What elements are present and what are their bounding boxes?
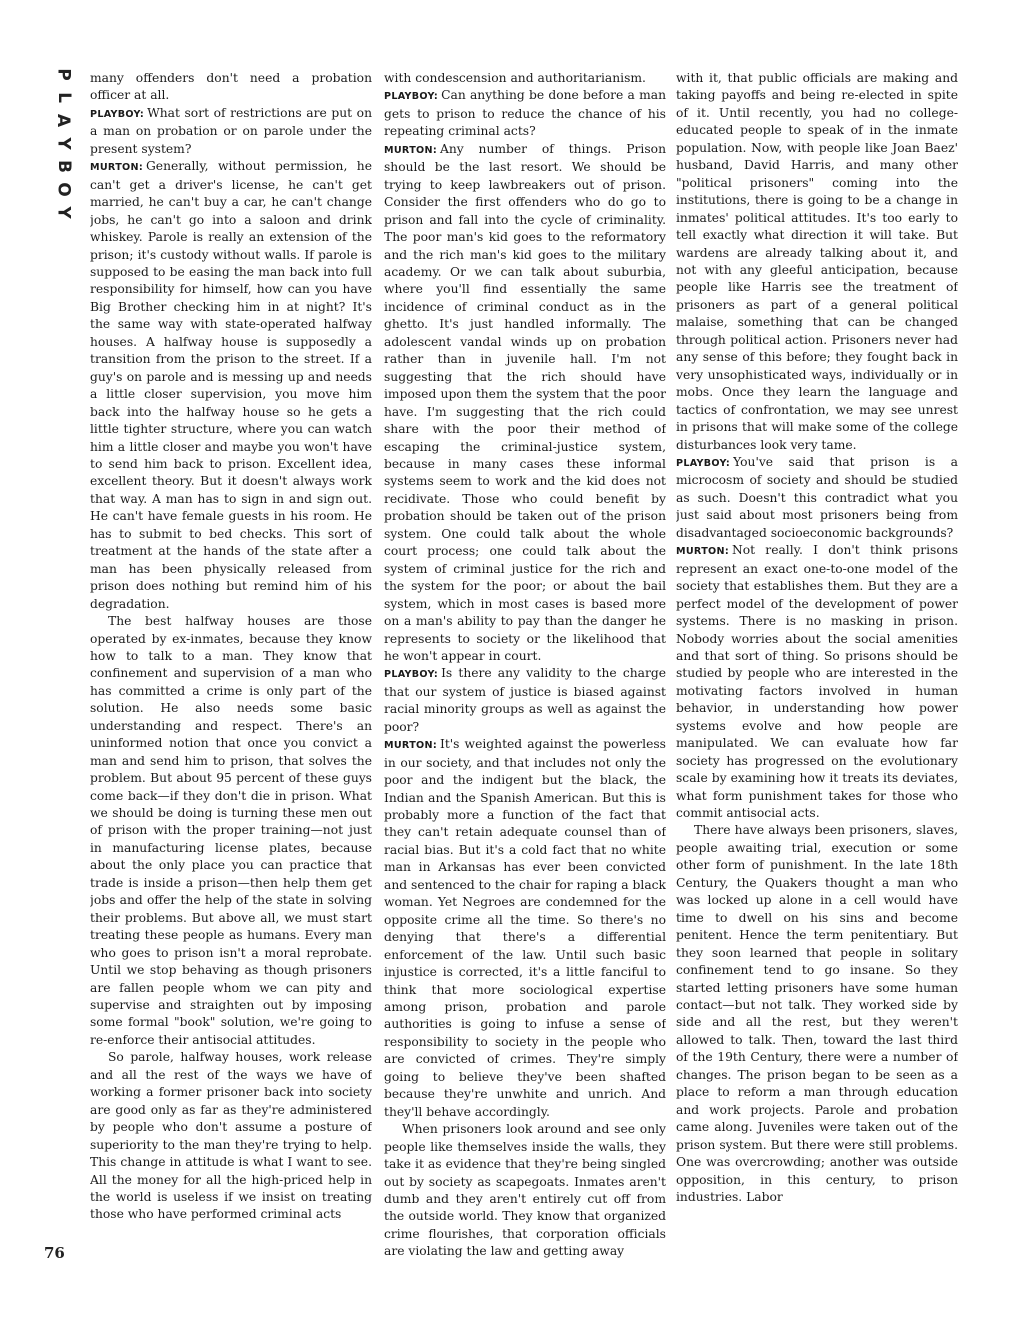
paragraph	[384, 665, 666, 736]
paragraph-text: There have always been prisoners, slaves, people awaiting trial, execution or some other form of punishment. In the late 18th Century, the Quakers thought a man who was locked up alone in a cell would have time to dwell on his sins and become penitent. Hence the term penitentiary. But they soon learned that people in solitary confinement tend to go insane. So they started letting prisoners have some human contact—but not talk. They worked side by side and all the rest, but they weren't allowed to talk. Then, toward the last third of the 19th Century, there were a number of changes. The prison began to be seen as a place to reform a man through education and work projects. Parole and probation came along. Juveniles were taken out of the prison system. But there were still problems. One was overcrowding; another was outside opposition, in this century, to prison industries. Labor	[676, 823, 958, 1204]
paragraph	[384, 87, 666, 140]
paragraph	[676, 542, 958, 822]
masthead-letter: O	[53, 182, 74, 197]
speaker-label: PLAYBOY:	[90, 108, 145, 120]
paragraph	[90, 1049, 372, 1224]
text-column-3	[676, 70, 958, 1270]
paragraph	[90, 158, 372, 613]
paragraph	[90, 70, 372, 105]
paragraph-text: Can anything be done before a man gets to prison to reduce the chance of his repeating criminal acts?	[384, 88, 666, 139]
speaker-label: PLAYBOY:	[384, 669, 439, 681]
masthead-letter: B	[53, 160, 74, 173]
paragraph	[90, 105, 372, 158]
paragraph	[676, 70, 958, 454]
paragraph	[384, 70, 666, 87]
paragraph-text: many offenders don't need a probation officer at all.	[90, 71, 372, 103]
page-number: 76	[44, 1244, 65, 1262]
masthead-letter: P	[53, 68, 74, 81]
speaker-label: MURTON:	[90, 162, 143, 174]
paragraph-text: Generally, without permission, he can't get a driver's license, he can't get married, he can't buy a car, he can't change jobs, he can't go into a saloon and drink whiskey. Parole is really an extension of the prison; it's custody without walls. If parole is supposed to be easing the man back into full responsibility for himself, how can you have Big Brother checking him in at night? It's the same way with state-operated halfway houses. A halfway house is supposedly a transition from the prison to the street. If a guy's on parole and is messing up and needs a little closer supervision, you move him back into the halfway house so he gets a little tighter structure, where you can watch him a little closer and maybe you won't have to send him back to prison. Excellent idea, excellent theory. But it doesn't always work that way. A man has to sign in and sign out. He can't have female guests in his room. He has to submit to bed checks. This sort of treatment at the hands of the state after a man has been physically released from prison does nothing but remind him of his degradation.	[90, 159, 372, 611]
paragraph-text: It's weighted against the powerless in our society, and that includes not only the poor and the indigent but the black, the Indian and the Spanish American. But this is probably more a function of the fact that they can't retain adequate counsel than of racial bias. But it's a cold fact that no white man in Arkansas has ever been convicted and sentenced to the chair for raping a black woman. Yet Negroes are condemned for the opposite crime all the time. So there's no denying that there's a differential enforcement of the law. Until such basic injustice is corrected, it's a little fanciful to think that more sociological expertise among prison, probation and parole authorities is going to infuse a sense of responsibility to society in the people who are convicted of crimes. They're simply going to believe they've been shafted because they're unwhite and unrich. And they'll behave accordingly.	[384, 737, 666, 1119]
speaker-label: MURTON:	[384, 144, 437, 156]
masthead-letter: A	[53, 113, 74, 128]
paragraph-text: What sort of restrictions are put on a man on probation or on parole under the present system?	[90, 105, 372, 156]
paragraph-text: Not really. I don't think prisons represent an exact one-to-one model of the society that establishes them. But they are a perfect model of the development of power systems. There is no masking in prison. Nobody worries about the social amenities and that sort of thing. So prisons should be studied by people who are interested in the motivating factors involved in human behavior, in understanding how power systems evolve and how people are manipulated. We can evaluate how far society has progressed on the evolutionary scale by examining how it treats its deviates, what form punishment takes for those who commit antisocial acts.	[676, 543, 958, 821]
speaker-label: MURTON:	[676, 546, 729, 558]
paragraph	[384, 1121, 666, 1261]
paragraph	[90, 613, 372, 1049]
text-column-1	[90, 70, 372, 1270]
masthead-letter: L	[53, 92, 74, 103]
paragraph-text: Is there any validity to the charge that our system of justice is biased against racial minority groups as well as against the poor?	[384, 666, 666, 734]
speaker-label: PLAYBOY:	[676, 457, 731, 469]
paragraph-text: The best halfway houses are those operated by ex-inmates, because they know how to talk to a man. They know that confinement and supervision of a man who has committed a crime is only part of the solution. He also needs some basic understanding and respect. There's an uninformed notion that once you convict a man and send him to prison, that solves the problem. But about 95 percent of these guys come back—if they don't die in prison. What we should be doing is turning these men out of prison with the proper training—not just in manufacturing license plates, because about the only place you can practice that trade is inside a prison—then help them get jobs and offer the help of the state in solving their problems. But above all, we must start treating these people as humans. Every man who goes to prison isn't a moral reprobate. Until we stop behaving as though prisoners are fallen people whom we can pity and supervise and straighten out by imposing some formal "book" solution, we're going to re-enforce their antisocial attitudes.	[90, 614, 372, 1047]
paragraph	[384, 141, 666, 666]
speaker-label: MURTON:	[384, 740, 437, 752]
paragraph-text: You've said that prison is a microcosm of society and should be studied as such. Doesn't this contradict what you just said about most prisoners being from disadvantaged socioeconomic backgrounds?	[676, 454, 958, 540]
paragraph-text: Any number of things. Prison should be the last resort. We should be trying to keep lawbreakers out of prison. Consider the first offenders who do go to prison and fall into the cycle of criminality. The poor man's kid goes to the reformatory and the rich man's kid goes to the military academy. Or we can talk about suburbia, where you'll find essentially the same incidence of criminal conduct as in the ghetto. It's just handled informally. The adolescent vandal winds up on probation rather than in juvenile hall. I'm not suggesting that the rich should have imposed upon them the system that the poor have. I'm suggesting that the rich could share with the poor their method of escaping the criminal-justice system, because in many cases these informal systems seem to work and the kid does not recidivate. Those who could benefit by probation should be taken out of the prison system. One could talk about the whole court process; one could talk about the system of criminal justice for the rich and the system for the poor; or about the bail system, which in most cases is based more on a man's ability to pay than the danger he represents to society or the likelihood that he won't appear in court.	[384, 141, 666, 663]
masthead-letter: Y	[53, 206, 74, 219]
paragraph	[384, 736, 666, 1121]
paragraph-text: with condescension and authoritarianism.	[384, 71, 646, 85]
masthead-letter: Y	[53, 137, 74, 150]
paragraph-text: When prisoners look around and see only people like themselves inside the walls, they take it as evidence that they're being singled out by society as scapegoats. Inmates aren't dumb and they aren't entirely cut off from the outside world. They know that organized crime flourishes, that corporation officials are violating the law and getting away	[384, 1122, 666, 1259]
playboy-masthead	[52, 66, 74, 221]
speaker-label: PLAYBOY:	[384, 91, 439, 103]
paragraph	[676, 454, 958, 542]
paragraph-text: with it, that public officials are making and taking payoffs and being re-elected in spite of it. Until recently, you had no college-educated people to speak of in the inmate population. Now, with people like Joan Baez' husband, David Harris, and many other "political prisoners" coming into the institutions, there is going to be a change in inmates' political attitudes. It's too early to tell exactly what direction it will take. But wardens are already talking about it, and not with any gleeful anticipation, because people like Harris see the treatment of prisoners as part of a general political malaise, something that can be changed through political action. Prisoners never had any sense of this before; they fought back in very unsophisticated ways, individually or in mobs. Once they learn the language and tactics of confrontation, we may see unrest in prisons that will make some of the college disturbances look very tame.	[676, 71, 958, 452]
paragraph	[676, 822, 958, 1206]
text-column-2	[384, 70, 666, 1270]
paragraph-text: So parole, halfway houses, work release and all the rest of the ways we have of working a former prisoner back into society are good only as far as they're administered by people who don't assume a posture of superiority to the man they're trying to help. This change in attitude is what I want to see. All the money for all the high-priced help in the world is useless if we insist on treating those who have performed criminal acts	[90, 1050, 372, 1222]
